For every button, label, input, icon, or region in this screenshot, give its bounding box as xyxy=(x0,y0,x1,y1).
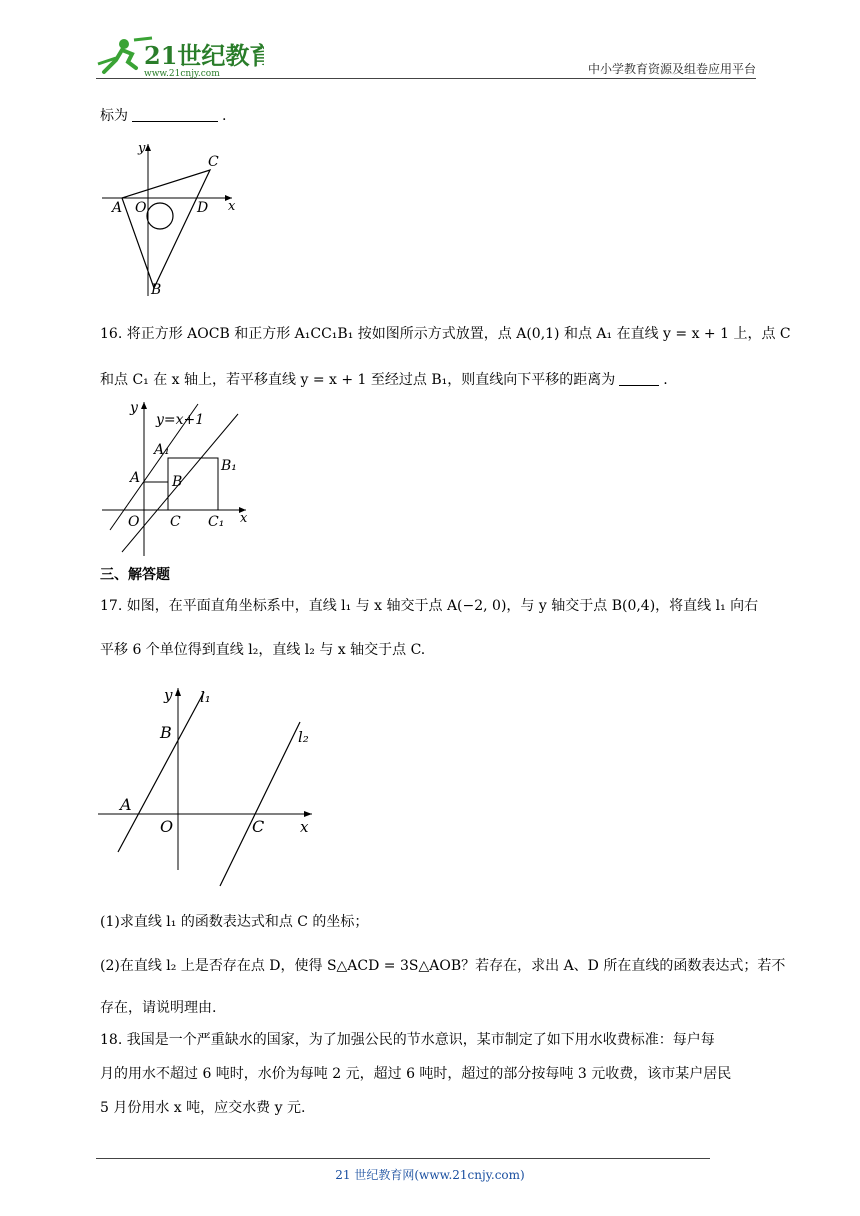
logo-text: 21世纪教育 xyxy=(144,41,264,70)
fig17-line-l2 xyxy=(220,722,300,886)
q17-part2-line1: (2)在直线 l₂ 上是否存在点 D，使得 S△ACD = 3S△AOB？若存在，求出 A、D 所在直线的函数表达式；若不 xyxy=(100,958,786,974)
header-platform-text: 中小学教育资源及组卷应用平台 xyxy=(587,62,756,76)
fig15-y-arrow xyxy=(145,144,151,151)
fig16-label-y: y xyxy=(130,400,138,416)
section-heading: 三、解答题 xyxy=(100,567,170,583)
site-logo xyxy=(94,34,264,80)
figure-16 xyxy=(100,396,260,560)
fig16-label-b: B xyxy=(172,474,183,490)
fig16-label-a1: A₁ xyxy=(154,442,170,458)
fig16-label-a: A xyxy=(130,470,141,486)
fig17-label-l2: l₂ xyxy=(298,728,309,746)
fig16-label-c: C xyxy=(170,514,181,530)
q15-line-end: 标为 xyxy=(100,108,128,124)
q16-line2 xyxy=(100,370,668,390)
footer-source[interactable]: 21 世纪教育网(www.21cnjy.com) xyxy=(335,1168,525,1182)
q17-part1: (1)求直线 l₁ 的函数表达式和点 C 的坐标； xyxy=(100,914,369,930)
fig16-label-o: O xyxy=(128,514,140,530)
fig17-label-b: B xyxy=(160,723,172,742)
fig17-label-a: A xyxy=(120,795,132,814)
q16-period: . xyxy=(663,372,668,388)
q17-line1: 17. 如图，在平面直角坐标系中，直线 l₁ 与 x 轴交于点 A(−2, 0)，与 y 轴交于点 B(0,4)，将直线 l₁ 向右 xyxy=(100,598,759,614)
fig15-incircle xyxy=(147,203,173,229)
fig16-label-c1: C₁ xyxy=(208,514,225,530)
q15-period: . xyxy=(222,108,227,124)
figure-15 xyxy=(100,138,250,298)
fig17-x-arrow xyxy=(304,811,312,817)
fig17-label-x: x xyxy=(300,818,309,836)
header-divider xyxy=(96,78,756,79)
fig15-label-a: A xyxy=(112,200,123,216)
fig15-label-c: C xyxy=(208,154,219,170)
q15-answer-blank xyxy=(132,107,218,122)
q16-answer-blank xyxy=(619,371,659,386)
q17-line2: 平移 6 个单位得到直线 l₂，直线 l₂ 与 x 轴交于点 C. xyxy=(100,642,426,658)
fig15-label-x: x xyxy=(228,199,236,214)
fig17-y-arrow xyxy=(175,688,181,696)
fig16-y-arrow xyxy=(141,402,147,409)
logo-url: www.21cnjy.com xyxy=(144,69,220,79)
figure-17 xyxy=(96,682,320,888)
fig15-label-o: O xyxy=(135,200,147,216)
fig15-label-y: y xyxy=(138,141,146,156)
q18-line3: 5 月份用水 x 吨，应交水费 y 元. xyxy=(100,1100,306,1116)
fig17-label-y: y xyxy=(164,686,173,704)
footer-divider xyxy=(96,1158,710,1159)
fig17-label-l1: l₁ xyxy=(200,688,211,706)
q16-line2-text: 和点 C₁ 在 x 轴上，若平移直线 y = x + 1 至经过点 B₁，则直线向下平移的距离为 xyxy=(100,372,616,388)
q18-line2: 月的用水不超过 6 吨时，水价为每吨 2 元，超过 6 吨时，超过的部分按每吨 3 元收费，该市某户居民 xyxy=(100,1066,732,1082)
fig15-triangle xyxy=(122,170,210,288)
fig16-label-b1: B₁ xyxy=(221,458,237,474)
fig15-label-d: D xyxy=(197,200,209,216)
fig16-label-x: x xyxy=(240,511,248,526)
fig17-label-o: O xyxy=(160,817,174,836)
fig15-label-b: B xyxy=(151,282,162,298)
fig17-label-c: C xyxy=(252,817,265,836)
q17-part2-line2: 存在，请说明理由. xyxy=(100,1000,217,1016)
runner-logo-icon xyxy=(94,34,264,80)
fig16-square-aocb xyxy=(144,482,168,510)
q18-line1: 18. 我国是一个严重缺水的国家，为了加强公民的节水意识，某市制定了如下用水收费标准：每户每 xyxy=(100,1032,715,1048)
q16-line1: 16. 将正方形 AOCB 和正方形 A₁CC₁B₁ 按如图所示方式放置，点 A(0,1) 和点 A₁ 在直线 y = x + 1 上，点 C xyxy=(100,326,791,342)
fig16-label-equation: y=x+1 xyxy=(156,412,205,428)
q15-tail xyxy=(100,106,226,126)
